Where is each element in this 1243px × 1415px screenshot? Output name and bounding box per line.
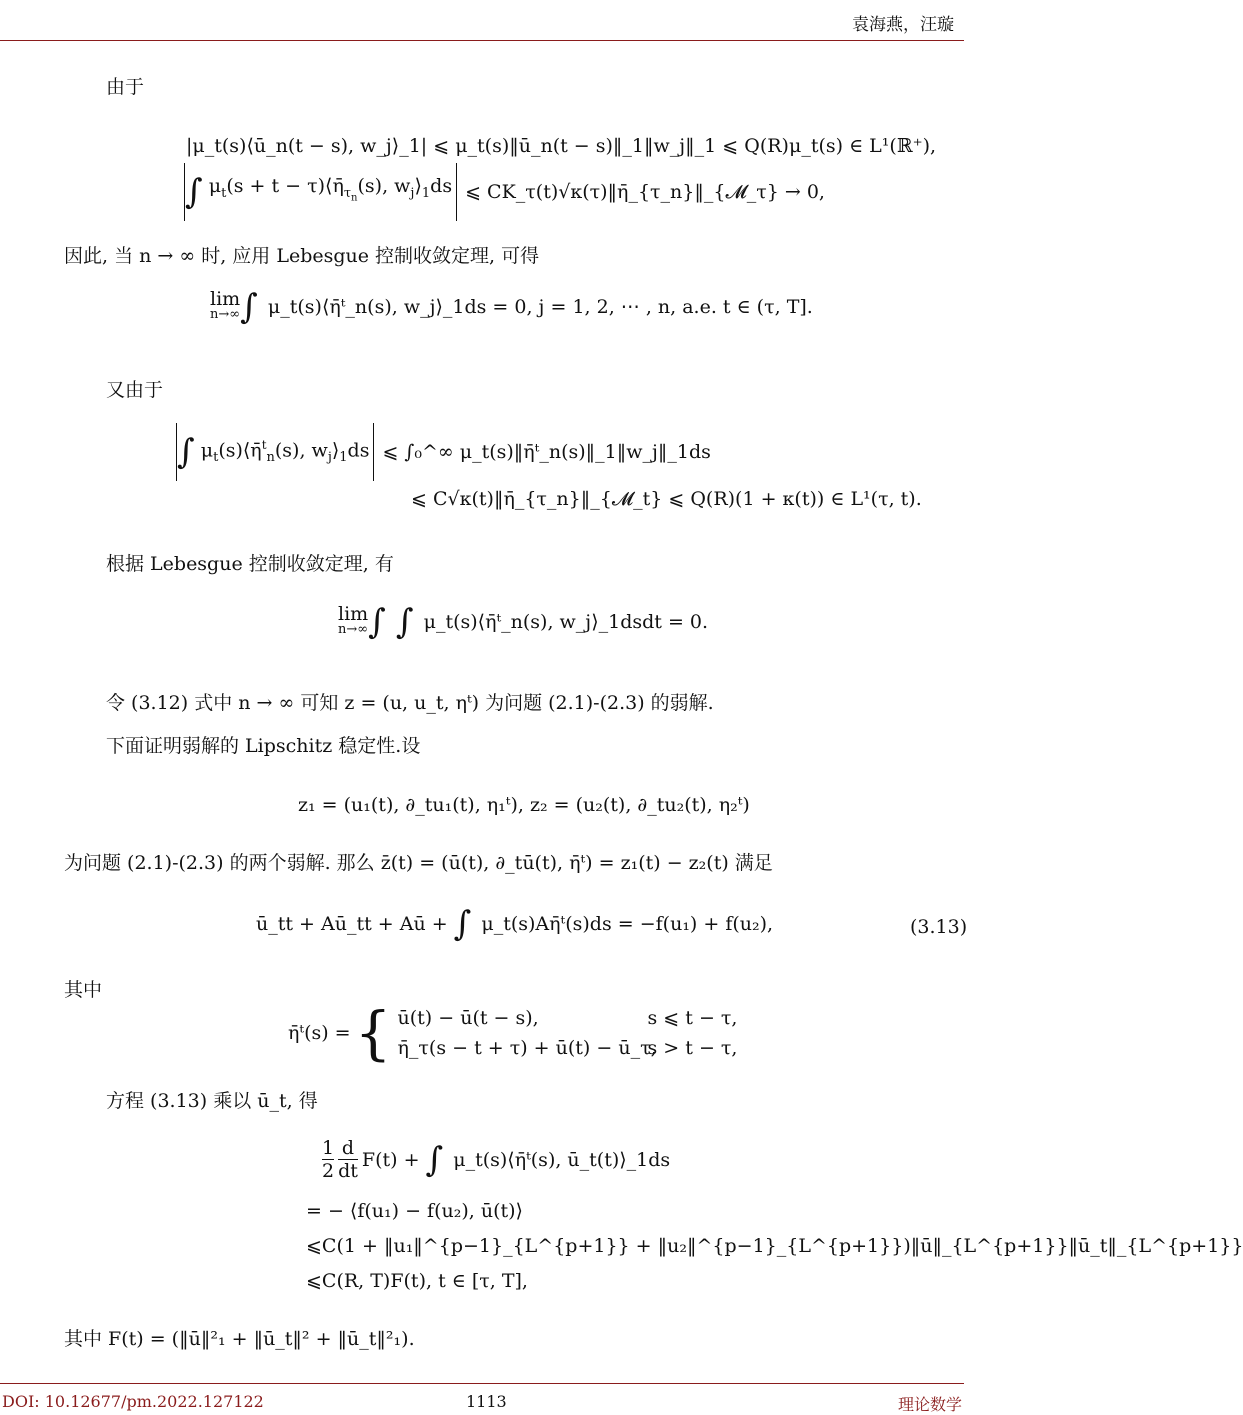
- case-expressions: [397, 1003, 657, 1063]
- equation-5: z₁ = (u₁(t), ∂_tu₁(t), η₁ᵗ), z₂ = (u₂(t), ∂_tu₂(t), η₂ᵗ): [298, 794, 750, 816]
- equation-6-lhs: ū_tt + Aū_tt + Aū +: [256, 913, 448, 935]
- condition-1: s ⩽ t − τ,: [647, 1007, 738, 1029]
- integral-sign: ∫: [240, 287, 258, 327]
- page-number: 1113: [466, 1392, 507, 1411]
- equation-3-integrand: $\mu_t(s)⟨\etā^t_n(s)$, $w_j⟩_1ds$: [200, 438, 370, 466]
- equation-8-line1: [322, 1137, 670, 1182]
- equation-1b: [184, 163, 825, 221]
- paragraph-10: 其中 F(t) = (‖ū‖²₁ + ‖ū_t‖² + ‖ū_t‖²₁).: [64, 1328, 415, 1350]
- abs-bar-right: [456, 163, 457, 221]
- equation-8-line3: ⩽C(1 + ‖u₁‖^{p−1}_{L^{p+1}} + ‖u₂‖^{p−1}_{L^{p+1}})‖ū‖_{L^{p+1}}‖ū_t‖_{L^{p+1}}: [306, 1235, 1243, 1257]
- integral-sign: ∫: [185, 172, 203, 212]
- equation-tag: (3.13): [910, 916, 968, 938]
- equation-6: [256, 904, 774, 944]
- equation-7: [288, 999, 738, 1067]
- equation-4-rhs: μ_t(s)⟨η̄ᵗ_n(s), w_j⟩_1dsdt = 0.: [423, 611, 709, 633]
- paragraph-1: 由于: [106, 76, 145, 98]
- paragraph-4: 根据 Lebesgue 控制收敛定理, 有: [106, 553, 394, 575]
- case-2: η̄_τ(s − t + τ) + ū(t) − ū_τ,: [397, 1037, 657, 1059]
- header-rule: [0, 40, 964, 41]
- paragraph-5: 令 (3.12) 式中 n → ∞ 可知 z = (u, u_t, ηᵗ) 为问题 (2.1)-(2.3) 的弱解.: [106, 692, 714, 714]
- paragraph-6: 下面证明弱解的 Lipschitz 稳定性.设: [106, 735, 421, 757]
- integral-sign: ∫: [395, 602, 414, 642]
- equation-3-line1-rhs: ⩽ ∫₀^∞ μ_t(s)‖η̄ᵗ_n(s)‖_1‖w_j‖_1ds: [382, 441, 711, 463]
- paragraph-7: 为问题 (2.1)-(2.3) 的两个弱解. 那么 z̄(t) = (ū(t), ∂_tū(t), η̄ᵗ) = z₁(t) − z₂(t) 满足: [64, 852, 773, 874]
- footer-rule: [0, 1383, 964, 1384]
- doi-link[interactable]: DOI: 10.12677/pm.2022.127122: [2, 1392, 264, 1411]
- equation-1b-integrand: $\mu_t(s + t$ − $\tau)⟨\etā_{\tau_n}(s)$, $w_j⟩_1ds$: [208, 174, 453, 204]
- integral-sign: ∫: [453, 904, 472, 944]
- paragraph-3: 又由于: [106, 379, 164, 401]
- integral-sign: ∫: [177, 432, 195, 472]
- equation-7-lhs: η̄ᵗ(s) =: [288, 1022, 351, 1044]
- equation-2: [210, 287, 813, 327]
- equation-8-line1-lhs: F(t) +: [361, 1148, 420, 1171]
- equation-1b-rhs: ⩽ CK_τ(t)√κ(τ)‖η̄_{τ_n}‖_{𝓜_τ} → 0,: [465, 181, 825, 203]
- integral-sign: ∫: [425, 1139, 444, 1180]
- limit-operator: lim n→∞: [210, 288, 241, 322]
- fraction-d-dt: $\frac{d}{dt}$: [338, 1137, 358, 1182]
- equation-8-line4: ⩽C(R, T)F(t), t ∈ [τ, T],: [306, 1270, 528, 1292]
- equation-8-line2: = − ⟨f(u₁) − f(u₂), ū(t)⟩: [306, 1200, 523, 1222]
- equation-1a: |μ_t(s)⟨ū_n(t − s), w_j⟩_1| ⩽ μ_t(s)‖ū_n(t − s)‖_1‖w_j‖_1 ⩽ Q(R)μ_t(s) ∈ L¹(ℝ⁺),: [186, 135, 937, 157]
- equation-3-line1: [176, 424, 711, 480]
- equation-4: [338, 602, 709, 642]
- journal-name: 理论数学: [897, 1395, 962, 1414]
- paragraph-9: 方程 (3.13) 乘以 ū_t, 得: [106, 1090, 318, 1112]
- equation-6-rhs: μ_t(s)Aη̄ᵗ(s)ds = −f(u₁) + f(u₂),: [481, 913, 774, 935]
- paragraph-2: 因此, 当 n → ∞ 时, 应用 Lebesgue 控制收敛定理, 可得: [64, 245, 540, 267]
- condition-2: s > t − τ,: [647, 1037, 738, 1059]
- equation-2-rhs: μ_t(s)⟨η̄ᵗ_n(s), w_j⟩_1ds = 0, j = 1, 2, ⋯ , n, a.e. t ∈ (τ, T].: [267, 296, 813, 318]
- case-conditions: [648, 1003, 738, 1063]
- limit-operator: lim n→∞: [338, 603, 369, 637]
- equation-8-line1-rhs: μ_t(s)⟨η̄ᵗ(s), ū_t(t)⟩_1ds: [453, 1148, 671, 1171]
- case-1: ū(t) − ū(t − s),: [397, 1007, 539, 1029]
- paragraph-8: 其中: [64, 979, 103, 1001]
- equation-3-line2: ⩽ C√κ(t)‖η̄_{τ_n}‖_{𝓜_t} ⩽ Q(R)(1 + κ(t)) ∈ L¹(τ, t).: [411, 488, 922, 510]
- integral-sign: ∫: [368, 602, 386, 642]
- running-header-authors: 袁海燕，汪璇: [852, 15, 954, 35]
- abs-bar-right: [373, 423, 374, 481]
- left-brace: {: [354, 999, 392, 1067]
- fraction-one-half: $\frac{1}{2}$: [322, 1137, 335, 1182]
